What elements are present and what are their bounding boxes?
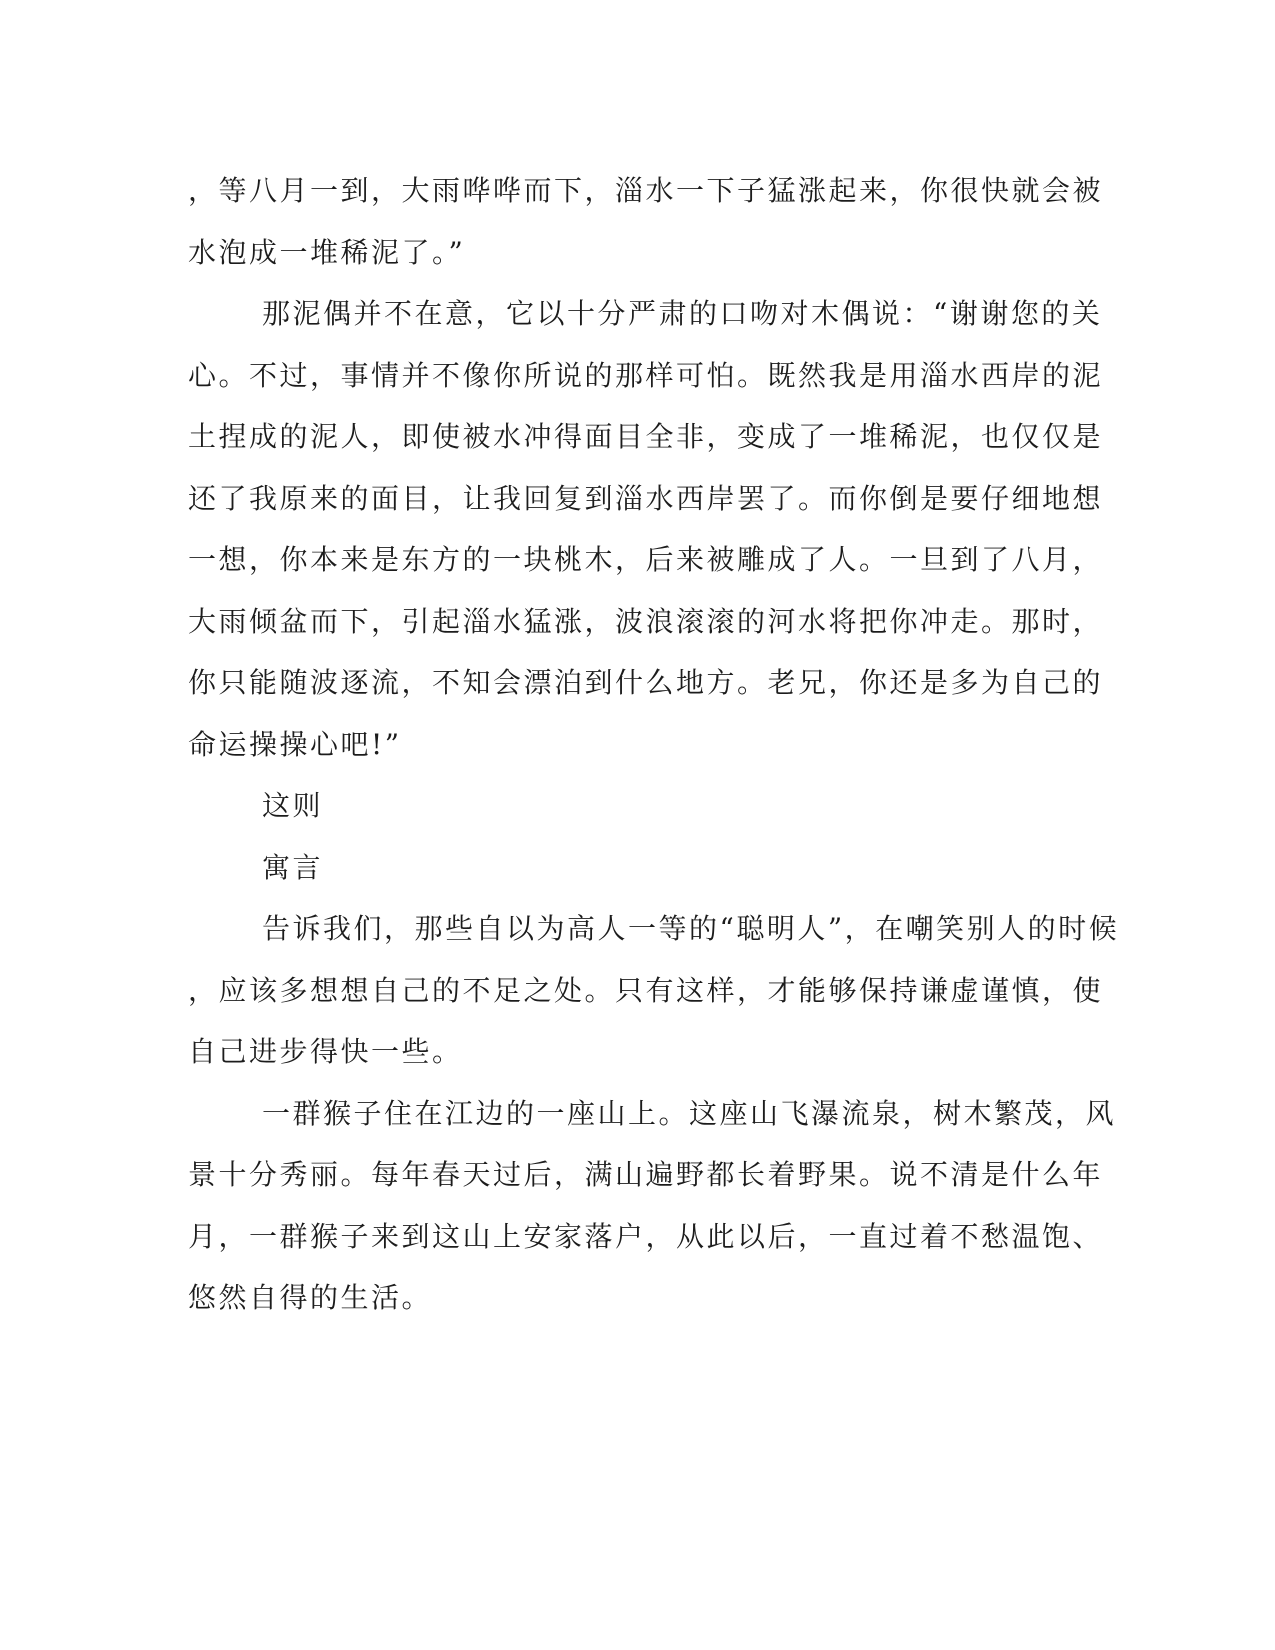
text-line: 寓言: [262, 850, 324, 884]
text-line: 水泡成一堆稀泥了。”: [188, 235, 466, 269]
text-line: 自己进步得快一些。: [188, 1035, 463, 1068]
text-line: 还了我原来的面目，让我回复到淄水西岸罢了。而你倒是要仔细地想: [188, 481, 1104, 515]
text-line: ，应该多想想自己的不足之处。只有这样，才能够保持谦虚谨慎，使: [188, 973, 1104, 1007]
text-line: 悠然自得的生活。: [188, 1281, 433, 1314]
text-line: 这则: [262, 789, 324, 822]
text-line: 告诉我们，那些自以为高人一等的“聪明人”，在嘲笑别人的时候: [262, 912, 1120, 945]
text-line: ，等八月一到，大雨哗哗而下，淄水一下子猛涨起来，你很快就会被: [188, 174, 1104, 207]
text-line: 土捏成的泥人，即使被水冲得面目全非，变成了一堆稀泥，也仅仅是: [188, 420, 1104, 453]
text-line: 景十分秀丽。每年春天过后，满山遍野都长着野果。说不清是什么年: [188, 1158, 1104, 1191]
text-line: 一群猴子住在江边的一座山上。这座山飞瀑流泉，树木繁茂，风: [262, 1096, 1117, 1130]
text-line: 心。不过，事情并不像你所说的那样可怕。既然我是用淄水西岸的泥: [188, 358, 1104, 392]
text-line: 一想，你本来是东方的一块桃木，后来被雕成了人。一旦到了八月，: [188, 543, 1104, 576]
text-line: 那泥偶并不在意，它以十分严肃的口吻对木偶说：“谢谢您的关: [262, 297, 1103, 330]
text-line: 大雨倾盆而下，引起淄水猛涨，波浪滚滚的河水将把你冲走。那时，: [188, 604, 1104, 638]
text-line: 命运操操心吧!”: [188, 727, 402, 761]
text-line: 你只能随波逐流，不知会漂泊到什么地方。老兄，你还是多为自己的: [188, 666, 1104, 699]
document-body: [188, 160, 1120, 1329]
text-line: 月，一群猴子来到这山上安家落户，从此以后，一直过着不愁温饱、: [188, 1219, 1104, 1253]
